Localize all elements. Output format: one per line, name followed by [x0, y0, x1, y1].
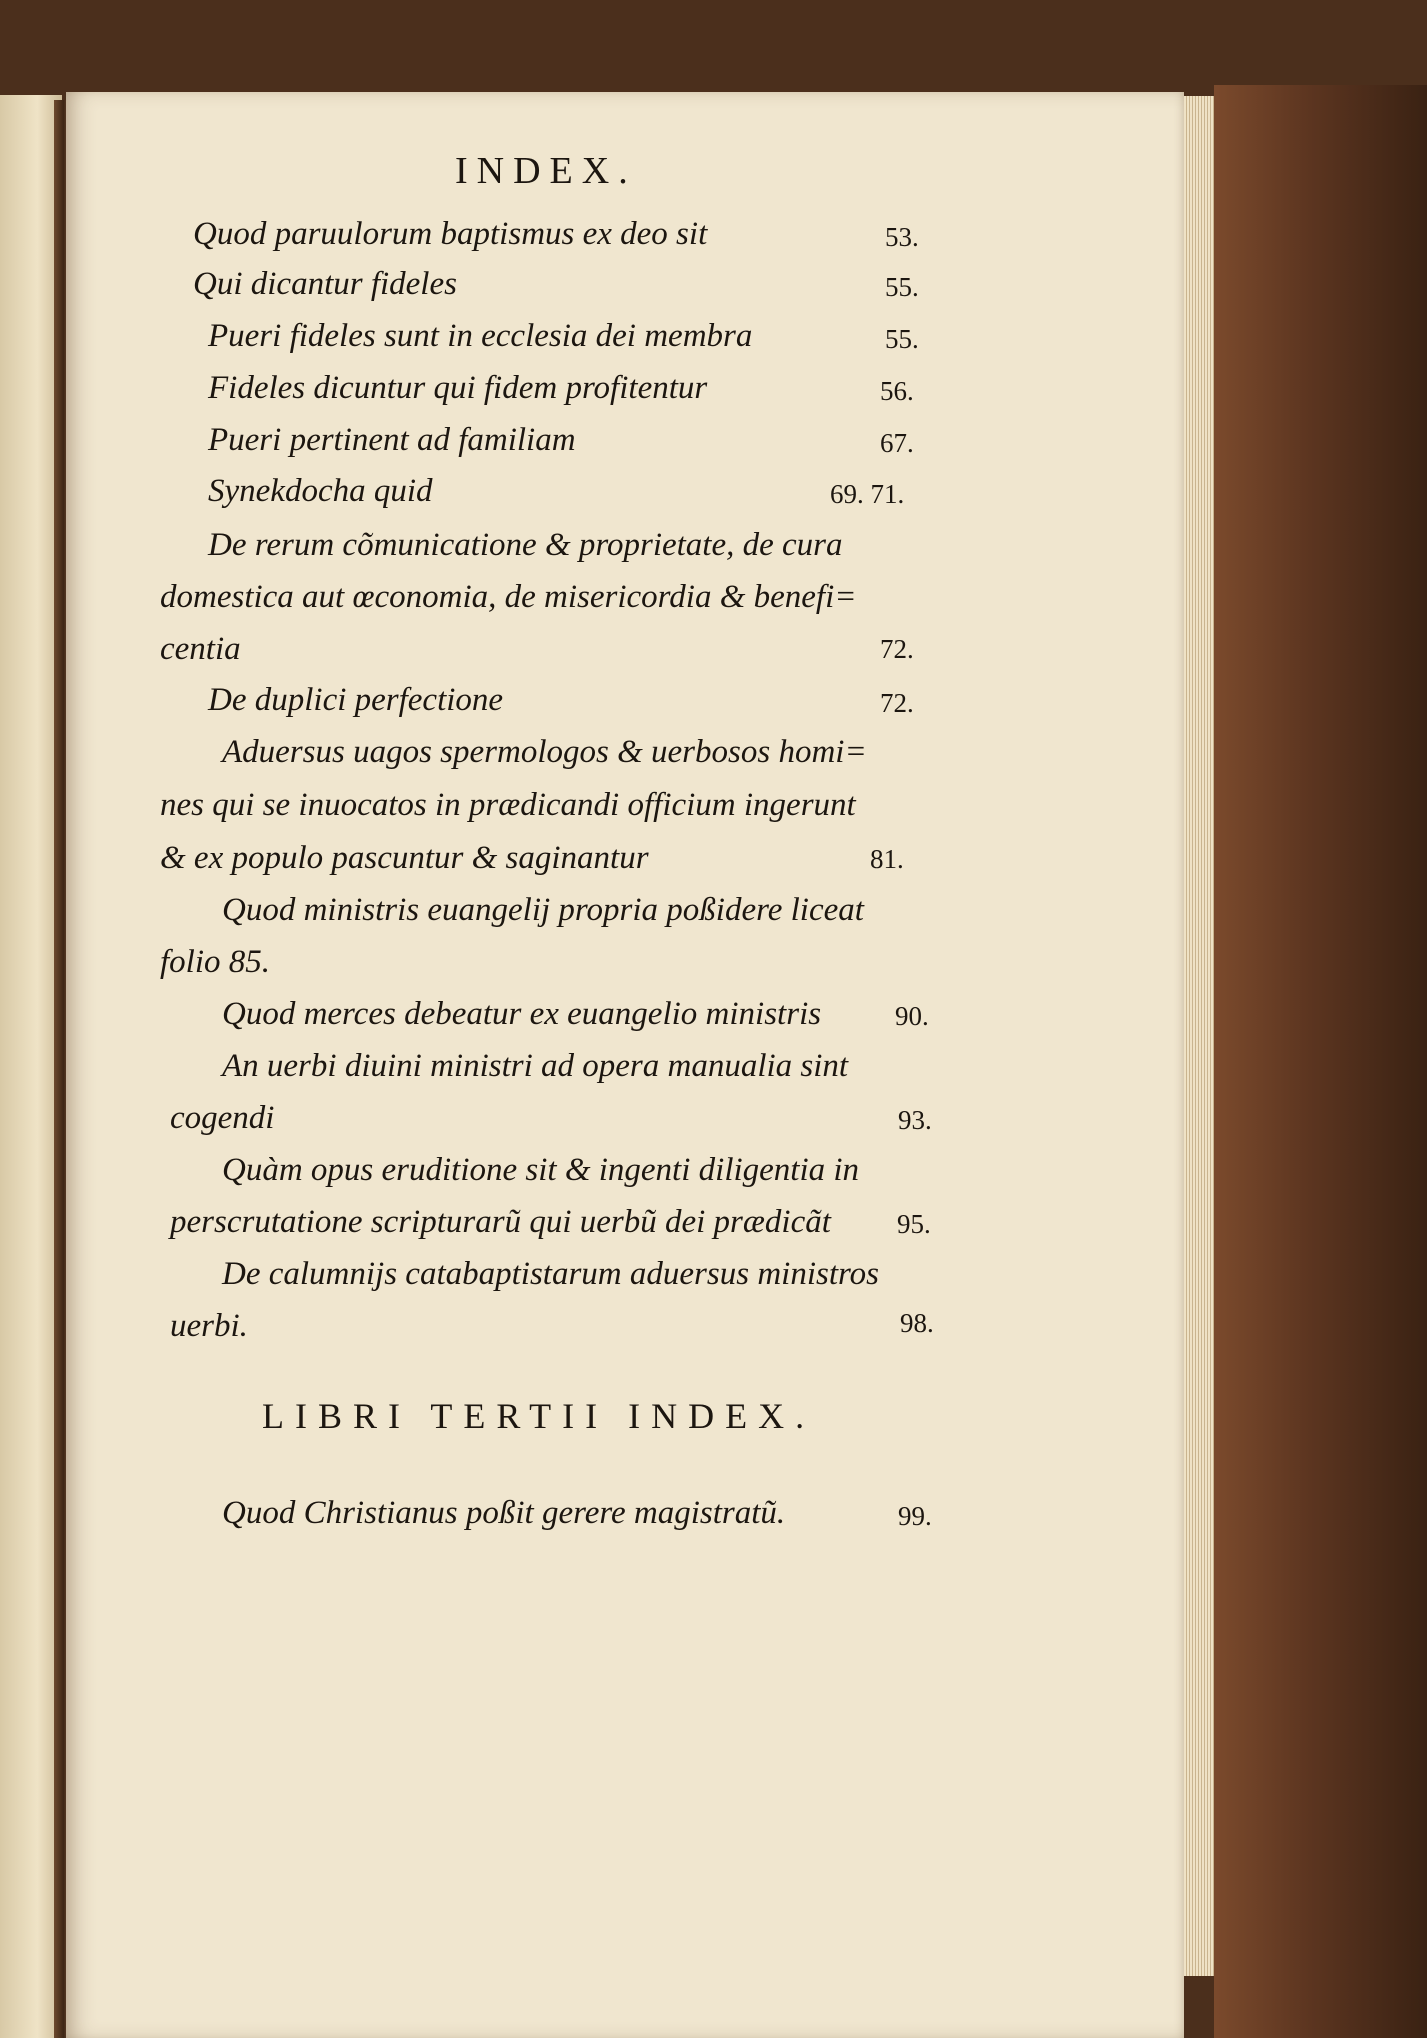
index-entry-text: perscrutatione scripturarũ qui uerbũ dei prædicãt	[170, 1204, 831, 1240]
binding	[1214, 85, 1427, 2038]
index-entry-page: 69. 71.	[830, 479, 905, 509]
index-entry-text: centia	[160, 631, 241, 667]
page-title: INDEX.	[455, 150, 637, 192]
index-entry-page: 90.	[895, 1001, 929, 1031]
index-entry-text: Pueri fideles sunt in ecclesia dei membra	[208, 318, 753, 354]
index-entry-text: folio 85.	[160, 944, 271, 980]
index-entry-page: 95.	[897, 1209, 931, 1239]
index-entry-text: De rerum cõmunicatione & proprietate, de cura	[208, 527, 843, 563]
index-entry-page: 72.	[880, 634, 914, 664]
index-entry-page: 72.	[880, 688, 914, 718]
index-entry-page: 53.	[885, 222, 919, 252]
index-entry-text: Synekdocha quid	[208, 473, 433, 509]
index-entry-text: & ex populo pascuntur & saginantur	[160, 840, 649, 876]
index-entry-text: Qui dicantur fideles	[193, 266, 457, 302]
page-edges	[1184, 96, 1214, 1976]
index-entry-page: 99.	[898, 1501, 932, 1531]
index-entry-page: 98.	[900, 1308, 934, 1338]
index-entry-text: Aduersus uagos spermologos & uerbosos homi=	[222, 734, 867, 770]
left-page-edge	[0, 95, 62, 2038]
index-entry-page: 55.	[885, 324, 919, 354]
index-entry-page: 55.	[885, 272, 919, 302]
index-entry-text: Pueri pertinent ad familiam	[208, 422, 576, 458]
index-entry-text: domestica aut œconomia, de misericordia & benefi=	[160, 579, 857, 615]
index-entry-text: nes qui se inuocatos in prædicandi officium ingerunt	[160, 787, 856, 823]
index-entry-text: Quod merces debeatur ex euangelio ministris	[222, 996, 822, 1032]
index-entry-text: De calumnijs catabaptistarum aduersus ministros	[222, 1256, 879, 1292]
index-entry-text: cogendi	[170, 1100, 275, 1136]
index-entry-text: Quàm opus eruditione sit & ingenti diligentia in	[222, 1152, 860, 1188]
index-entry-text: Quod Christianus poßit gerere magistratũ.	[222, 1495, 786, 1531]
index-entry-page: 56.	[880, 376, 914, 406]
index-entry-text: Fideles dicuntur qui fidem profitentur	[208, 370, 708, 406]
index-entry-page: 93.	[898, 1105, 932, 1135]
index-entry-text: De duplici perfectione	[208, 682, 504, 718]
index-entry-page: 67.	[880, 428, 914, 458]
section-heading: LIBRI TERTII INDEX.	[262, 1396, 816, 1436]
index-entry-page: 81.	[870, 844, 904, 874]
index-entry-text: Quod paruulorum baptismus ex deo sit	[193, 216, 708, 252]
index-entry-text: uerbi.	[170, 1308, 248, 1344]
index-entry-text: Quod ministris euangelij propria poßidere liceat	[222, 892, 864, 928]
index-entry-text: An uerbi diuini ministri ad opera manualia sint	[222, 1048, 849, 1084]
